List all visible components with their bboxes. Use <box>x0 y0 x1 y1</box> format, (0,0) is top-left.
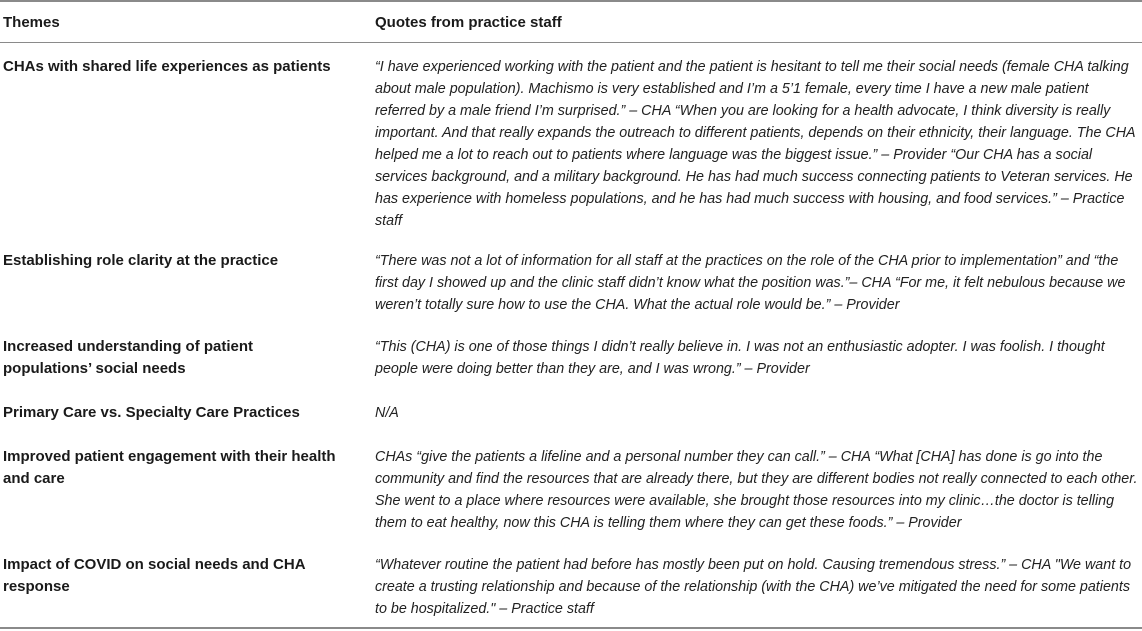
quote-cell: “I have experienced working with the patient and the patient is hesitant to tell me their social needs (female CHA talking about male population). Machismo is very established and I’m a 5’1 female, every time I have a new male patient referred by a male friend I’m surprised.” – CHA “When you are looking for a health advocate, I think diversity is really important. And that really expands the outreach to different patients, depends on their ethnicity, their language. The CHA helped me a lot to reach out to patients where language was the biggest issue.” – Provider “Our CHA has a social services background, and a military background. He has had much success connecting patients to Veteran services. He has experience with homeless populations, and he has had much success with housing, and food services.” – Practice staff <box>375 59 1136 229</box>
table-top-rule <box>0 0 1142 2</box>
quote-cell: “Whatever routine the patient had before has mostly been put on hold. Causing tremendous stress.” – CHA "We want to create a trusting relationship and because of the relationship (with the CHA) we’ve mitigated the need for some patients to be hospitalized." – Practice staff <box>375 557 1132 617</box>
quote-cell: “This (CHA) is one of those things I didn’t really believe in. I was not an enthusiastic adopter. I was foolish. I thought people were doing better than they are, and I was wrong.” – Provider <box>375 339 1105 377</box>
quote-cell: “There was not a lot of information for all staff at the practices on the role of the CHA prior to implementation” and “the first day I showed up and the clinic staff didn’t know what the position was.”– CHA “For me, it felt nebulous because we weren’t totally sure how to use the CHA. What the actual role would be.” – Provider <box>375 253 1126 313</box>
theme-cell: Impact of COVID on social needs and CHA response <box>3 556 305 595</box>
theme-cell: Primary Care vs. Specialty Care Practices <box>3 404 300 421</box>
quote-cell: N/A <box>375 405 399 421</box>
column-header-quotes: Quotes from practice staff <box>375 14 562 31</box>
quote-cell: CHAs “give the patients a lifeline and a personal number they can call.” – CHA “What [CHA] has done is go into the community and find the resources that are already there, but they are different bodies not really connected to each other. She went to a place where resources were available, she brought those resources into my clinic…the doctor is telling them to eat healthy, now this CHA is telling them where they can get these foods.” – Provider <box>375 449 1138 531</box>
theme-cell: CHAs with shared life experiences as patients <box>3 58 331 75</box>
theme-cell: Improved patient engagement with their health and care <box>3 448 336 487</box>
table-bottom-rule <box>0 627 1142 629</box>
theme-cell: Increased understanding of patient populations’ social needs <box>3 338 254 377</box>
table-header-rule <box>0 42 1142 43</box>
theme-cell: Establishing role clarity at the practice <box>3 252 279 269</box>
column-header-themes: Themes <box>3 14 60 31</box>
